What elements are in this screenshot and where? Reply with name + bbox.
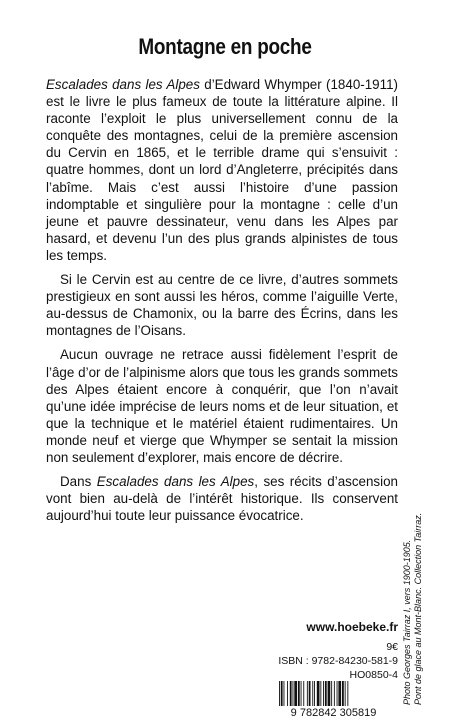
barcode-bar [338,681,341,706]
barcode-bar [320,681,321,706]
barcode-bar [279,681,280,706]
photo-credit-line-1: Photo Georges Tairraz I, vers 1900-1905. [402,539,412,705]
paragraph-2: Si le Cervin est au centre de ce livre, d’autres sommets prestigieux en sont aussi les héros, comme l’aiguille Verte, au-dessus de Chamonix, ou la barre des Écrins, dans les montagnes de l’Oisans. [46,272,398,339]
barcode-bar [323,681,324,706]
paragraph-4-text: , ses récits d’ascension vont bien au-delà de l’intérêt historique. Ils conservent aujourd’hui toute leur puissance évocatrice. [46,474,398,524]
barcode-bar [337,681,338,706]
barcode-bar [325,681,327,706]
barcode-bar [342,681,344,706]
barcode-bar [281,681,283,706]
barcode-bar [345,681,346,706]
barcode-bar [298,681,300,706]
paragraph-1-text: d’Edward Whymper (1840-1911) est le livre le plus fameux de toute la littérature alpine. Il raconte l’exploit le plus universellement connu de la conquête des montagnes, celui de la première ascension du Cervin en 1865, et le terrible drame qui s’ensuivit : quatre hommes, dont un lord d’Angleterre, précipités dans l’abîme. Mais c’est aussi l’histoire d’une passion indomptable et singulière pour la montagne : celle d’un jeune et pauvre dessinateur, venu dans les Alpes par hasard, et devenu l’un des plus grands alpinistes de tous les temps. [46,77,398,263]
barcode-bar [331,681,332,706]
barcode-bar [293,681,294,706]
barcode-bar [301,681,302,706]
barcode-bar [309,681,311,706]
barcode-bar [314,681,315,706]
isbn: ISBN : 9782-84230-581-9 [278,655,398,667]
barcode-digits: 9 782842 305819 [290,707,377,718]
back-cover-blurb [46,76,398,531]
publisher-website: www.hoebeke.fr [306,620,398,634]
photo-credits [402,513,424,705]
paragraph-1 [46,76,398,264]
book-title-italic: Escalades dans les Alpes [46,77,200,92]
barcode-bar [287,681,288,706]
barcode-bar [317,681,320,706]
barcode-bar [334,681,335,706]
barcode-bar [290,681,292,706]
barcode-bar [294,681,297,706]
barcode-bar [307,681,308,706]
paragraph-4 [46,473,398,524]
price: 9€ [386,641,398,653]
paragraph-3: Aucun ouvrage ne retrace aussi fidèlement l’esprit de l’âge d’or de l’alpinisme alors que tous les grands sommets des Alpes étaient encore à conquérir, que l’on n’avait qu’une idée imprécise de leurs noms et de leur situation, et que la technique et le matériel étaient rudimentaires. Un monde neuf et vierge que Whymper se sentait la mission non seulement d’explorer, mais encore de décrire. [46,347,398,465]
barcode-bar [312,681,313,706]
barcode-bar [347,681,348,706]
book-title: Montagne en poche [138,34,312,59]
paragraph-4-start: Dans [60,474,97,490]
photo-credit-line-2: Pont de glace au Mont-Blanc. Collection Tairraz. [413,512,423,705]
barcode-bar [328,681,331,706]
book-title-italic-2: Escalades dans les Alpes [96,474,255,490]
barcode-bar [303,681,304,706]
barcode-bars [279,681,348,706]
product-code: HO0850-4 [349,669,398,681]
barcode-bar [284,681,285,706]
barcode [271,681,396,718]
